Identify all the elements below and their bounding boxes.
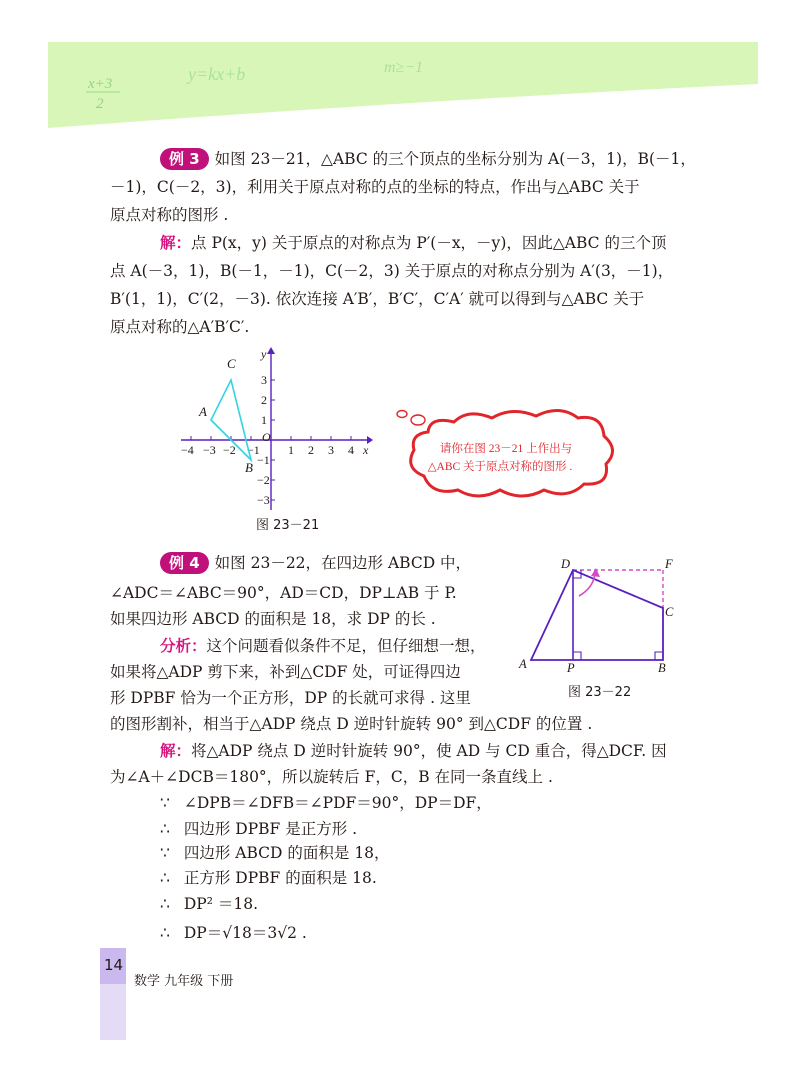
step-4	[160, 867, 377, 889]
solution-4-line-1	[160, 740, 667, 762]
analysis-4-line-1	[160, 635, 486, 657]
example-4-line-1	[160, 552, 471, 574]
solution-3-label: 解：	[160, 234, 192, 252]
example-4-text-1: 如图 23－22，在四边形 ABCD 中，	[214, 554, 472, 572]
figure-23-21-caption: 图 23－21	[256, 518, 320, 533]
header-formula-3: m≥−1	[384, 59, 424, 76]
example-3-line-2: －1)，C(－2，3)，利用关于原点对称的点的坐标的特点，作出与△ABC 关于	[110, 178, 640, 196]
point-c-label: C	[227, 356, 236, 371]
header-formula-2: y=kx+b	[188, 64, 246, 84]
step-text: 正方形 DPBF 的面积是 18.	[183, 869, 377, 887]
x-tick: 3	[328, 443, 334, 457]
solution-3-text-1: 点 P(x，y) 关于原点的对称点为 P′(－x，－y)，因此△ABC 的三个顶	[191, 234, 667, 252]
step-1	[160, 792, 492, 814]
example-3-line-1	[160, 148, 696, 170]
y-axis-arrow-icon	[267, 347, 275, 354]
x-tick: −3	[203, 443, 216, 457]
step-text: ∠DPB＝∠DFB＝∠PDF＝90°，DP＝DF，	[183, 794, 492, 812]
y-axis-label: y	[261, 347, 267, 361]
example-4-line-2: ∠ADC＝∠ABC＝90°，AD＝CD，DP⊥AB 于 P.	[110, 584, 457, 602]
point-b-label: B	[658, 661, 666, 675]
point-b-label: B	[245, 460, 253, 475]
header-band	[0, 0, 800, 140]
y-tick: 1	[261, 413, 267, 427]
step-symbol: ∴	[160, 895, 170, 913]
solution-4-text-1: 将△ADP 绕点 D 逆时针旋转 90°，使 AD 与 CD 重合，得△DCF. 因	[191, 742, 667, 760]
step-symbol: ∵	[160, 844, 170, 862]
header-formula-1: x+3	[88, 76, 113, 92]
point-p-label: P	[567, 661, 575, 675]
figure-23-22-caption: 图 23－22	[568, 685, 632, 700]
analysis-4-line-3: 形 DPBF 恰为一个正方形，DP 的长就可求得 . 这里	[110, 689, 471, 707]
point-d-label: D	[561, 557, 571, 571]
origin-label: O	[262, 430, 271, 444]
figure-23-21	[175, 340, 375, 515]
x-tick: −2	[223, 443, 236, 457]
y-tick: −1	[257, 453, 270, 467]
y-tick: 2	[261, 393, 267, 407]
step-symbol: ∴	[160, 820, 170, 838]
step-6	[160, 922, 307, 944]
step-2	[160, 818, 357, 840]
solution-4-line-2: 为∠A＋∠DCB＝180°，所以旋转后 F，C，B 在同一条直线上 .	[110, 768, 553, 786]
point-a-label: A	[199, 404, 207, 419]
example-3-text-1: 如图 23－21，△ABC 的三个顶点的坐标分别为 A(－3，1)，B(－1，	[214, 150, 696, 168]
step-3	[160, 842, 390, 864]
step-5	[160, 893, 258, 915]
figure-23-22	[515, 552, 690, 677]
y-tick: 3	[261, 373, 267, 387]
thought-cloud	[388, 402, 620, 500]
step-symbol: ∵	[160, 794, 170, 812]
analysis-4-line-2: 如果将△ADP 剪下来，补到△CDF 处，可证得四边	[110, 663, 461, 681]
example-4-badge: 例 4	[160, 552, 209, 574]
cloud-text-1: 请你在图 23－21 上作出与	[439, 443, 573, 455]
y-tick: −2	[257, 473, 270, 487]
header-formula-1-den: 2	[96, 96, 104, 112]
step-text: DP＝√18＝3√2 .	[183, 924, 307, 942]
x-tick: 2	[308, 443, 314, 457]
example-3-badge: 例 3	[160, 148, 209, 170]
solution-3-line-1	[160, 232, 666, 254]
x-tick: −1	[247, 443, 260, 457]
analysis-4-text-1: 这个问题看似条件不足，但仔细想一想，	[206, 637, 486, 655]
page-number: 14	[104, 956, 124, 974]
point-f-label: F	[665, 557, 673, 571]
x-axis-label: x	[363, 443, 369, 457]
example-4-line-3: 如果四边形 ABCD 的面积是 18，求 DP 的长 .	[110, 610, 436, 628]
step-text: 四边形 ABCD 的面积是 18，	[183, 844, 390, 862]
x-tick: 4	[348, 443, 354, 457]
analysis-4-line-4: 的图形割补，相当于△ADP 绕点 D 逆时针旋转 90° 到△CDF 的位置 .	[110, 715, 593, 733]
x-tick: 1	[288, 443, 294, 457]
cloud-text-2: △ABC 关于原点对称的图形 .	[427, 461, 573, 473]
analysis-4-label: 分析：	[160, 637, 207, 655]
example-3-line-3: 原点对称的图形 .	[110, 206, 229, 224]
point-a-label: A	[519, 657, 527, 671]
quadrilateral-abcd	[531, 570, 663, 660]
step-symbol: ∴	[160, 869, 170, 887]
step-symbol: ∴	[160, 924, 170, 942]
solution-3-line-3: B′(1，1)，C′(2，－3). 依次连接 A′B′，B′C′，C′A′ 就可以得到与△ABC 关于	[110, 290, 645, 308]
step-text: DP² ＝18.	[183, 895, 259, 913]
x-tick: −4	[181, 443, 194, 457]
y-tick: −3	[257, 493, 270, 507]
book-title: 数学 九年级 下册	[134, 974, 234, 989]
solution-4-label: 解：	[160, 742, 192, 760]
solution-3-line-4: 原点对称的△A′B′C′.	[110, 318, 250, 336]
step-text: 四边形 DPBF 是正方形 .	[183, 820, 358, 838]
point-c-label: C	[665, 605, 674, 619]
solution-3-line-2: 点 A(－3，1)，B(－1，－1)，C(－2，3) 关于原点的对称点分别为 A′(3，－1)，	[110, 262, 674, 280]
rotation-arrow-icon	[591, 568, 600, 577]
